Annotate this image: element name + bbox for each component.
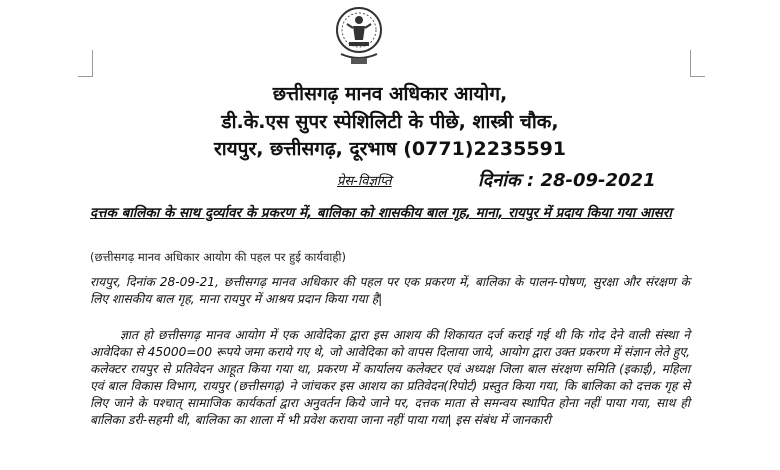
subtitle: (छत्तीसगढ़ मानव अधिकार आयोग की पहल पर हुई कार्यवाही): [90, 250, 346, 264]
org-city-phone: रायपुर, छत्तीसगढ़, दूरभाष (0771)2235591: [213, 138, 567, 160]
body-paragraph-2: [90, 327, 690, 429]
headline: दत्तक बालिका के साथ दुर्व्यावर के प्रकरण में, बालिका को शासकीय बाल गृह, माना, रायपुर में प्रदाय किया गया आसरा: [90, 205, 672, 221]
date-label: दिनांक :: [478, 170, 535, 191]
org-address: डी.के.एस सुपर स्पेशिलिटी के पीछे, शास्त्री चौक,: [221, 111, 559, 133]
org-name: छत्तीसगढ़ मानव अधिकार आयोग,: [272, 83, 508, 105]
commission-emblem-icon: [335, 2, 383, 70]
date-line: [478, 168, 656, 192]
crop-mark-left: [78, 50, 93, 77]
body-paragraph-2-text: ज्ञात हो छत्तीसगढ़ मानव आयोग में एक आवेदिका द्वारा इस आशय की शिकायत दर्ज कराई गई थी कि गोद देने वाली संस्था ने आवेदिका से 45000=00 रूपये जमा कराये गए थे, जो आवेदिका को वापस दिलाया जाये, आयोग द्वारा उक्त प्रकरण में संज्ञान लेते हुए, कलेक्टर रायपुर से प्रतिवेदन आहूत किया गया था, प्रकरण में कार्यालय कलेक्टर एवं अध्यक्ष जिला बाल संरक्षण समिति (इकाई), महिला एवं बाल विकास विभाग, रायपुर (छत्तीसगढ़) ने जांचकर इस आशय का प्रतिवेदन(रिपोर्ट) प्रस्तुत किया गया, कि बालिका को दत्तक गृह से लिए जाने के पश्चात् सामाजिक कार्यकर्ता द्वारा अनुवर्तन किये जाने पर, दत्तक माता से समन्वय स्थापित होना नहीं पाया गया, साथ ही बालिका डरी-सहमी थी, बालिका का शाला में भी प्रवेश कराया जाना नहीं पाया गया| इस संबंध में जानकारी: [90, 328, 690, 427]
crop-mark-right: [690, 50, 705, 77]
press-release-label: प्रेस-विज्ञप्ति: [337, 174, 392, 189]
date-value: 28-09-2021: [540, 170, 656, 191]
body-paragraph-1: रायपुर, दिनांक 28-09-21, छत्तीसगढ़ मानव अधिकार की पहल पर एक प्रकरण में, बालिका के पालन-पोषण, सुरक्षा और संरक्षण के लिए शासकीय बाल गृह, माना रायपुर में आश्रय प्रदान किया गया है|: [90, 275, 690, 306]
